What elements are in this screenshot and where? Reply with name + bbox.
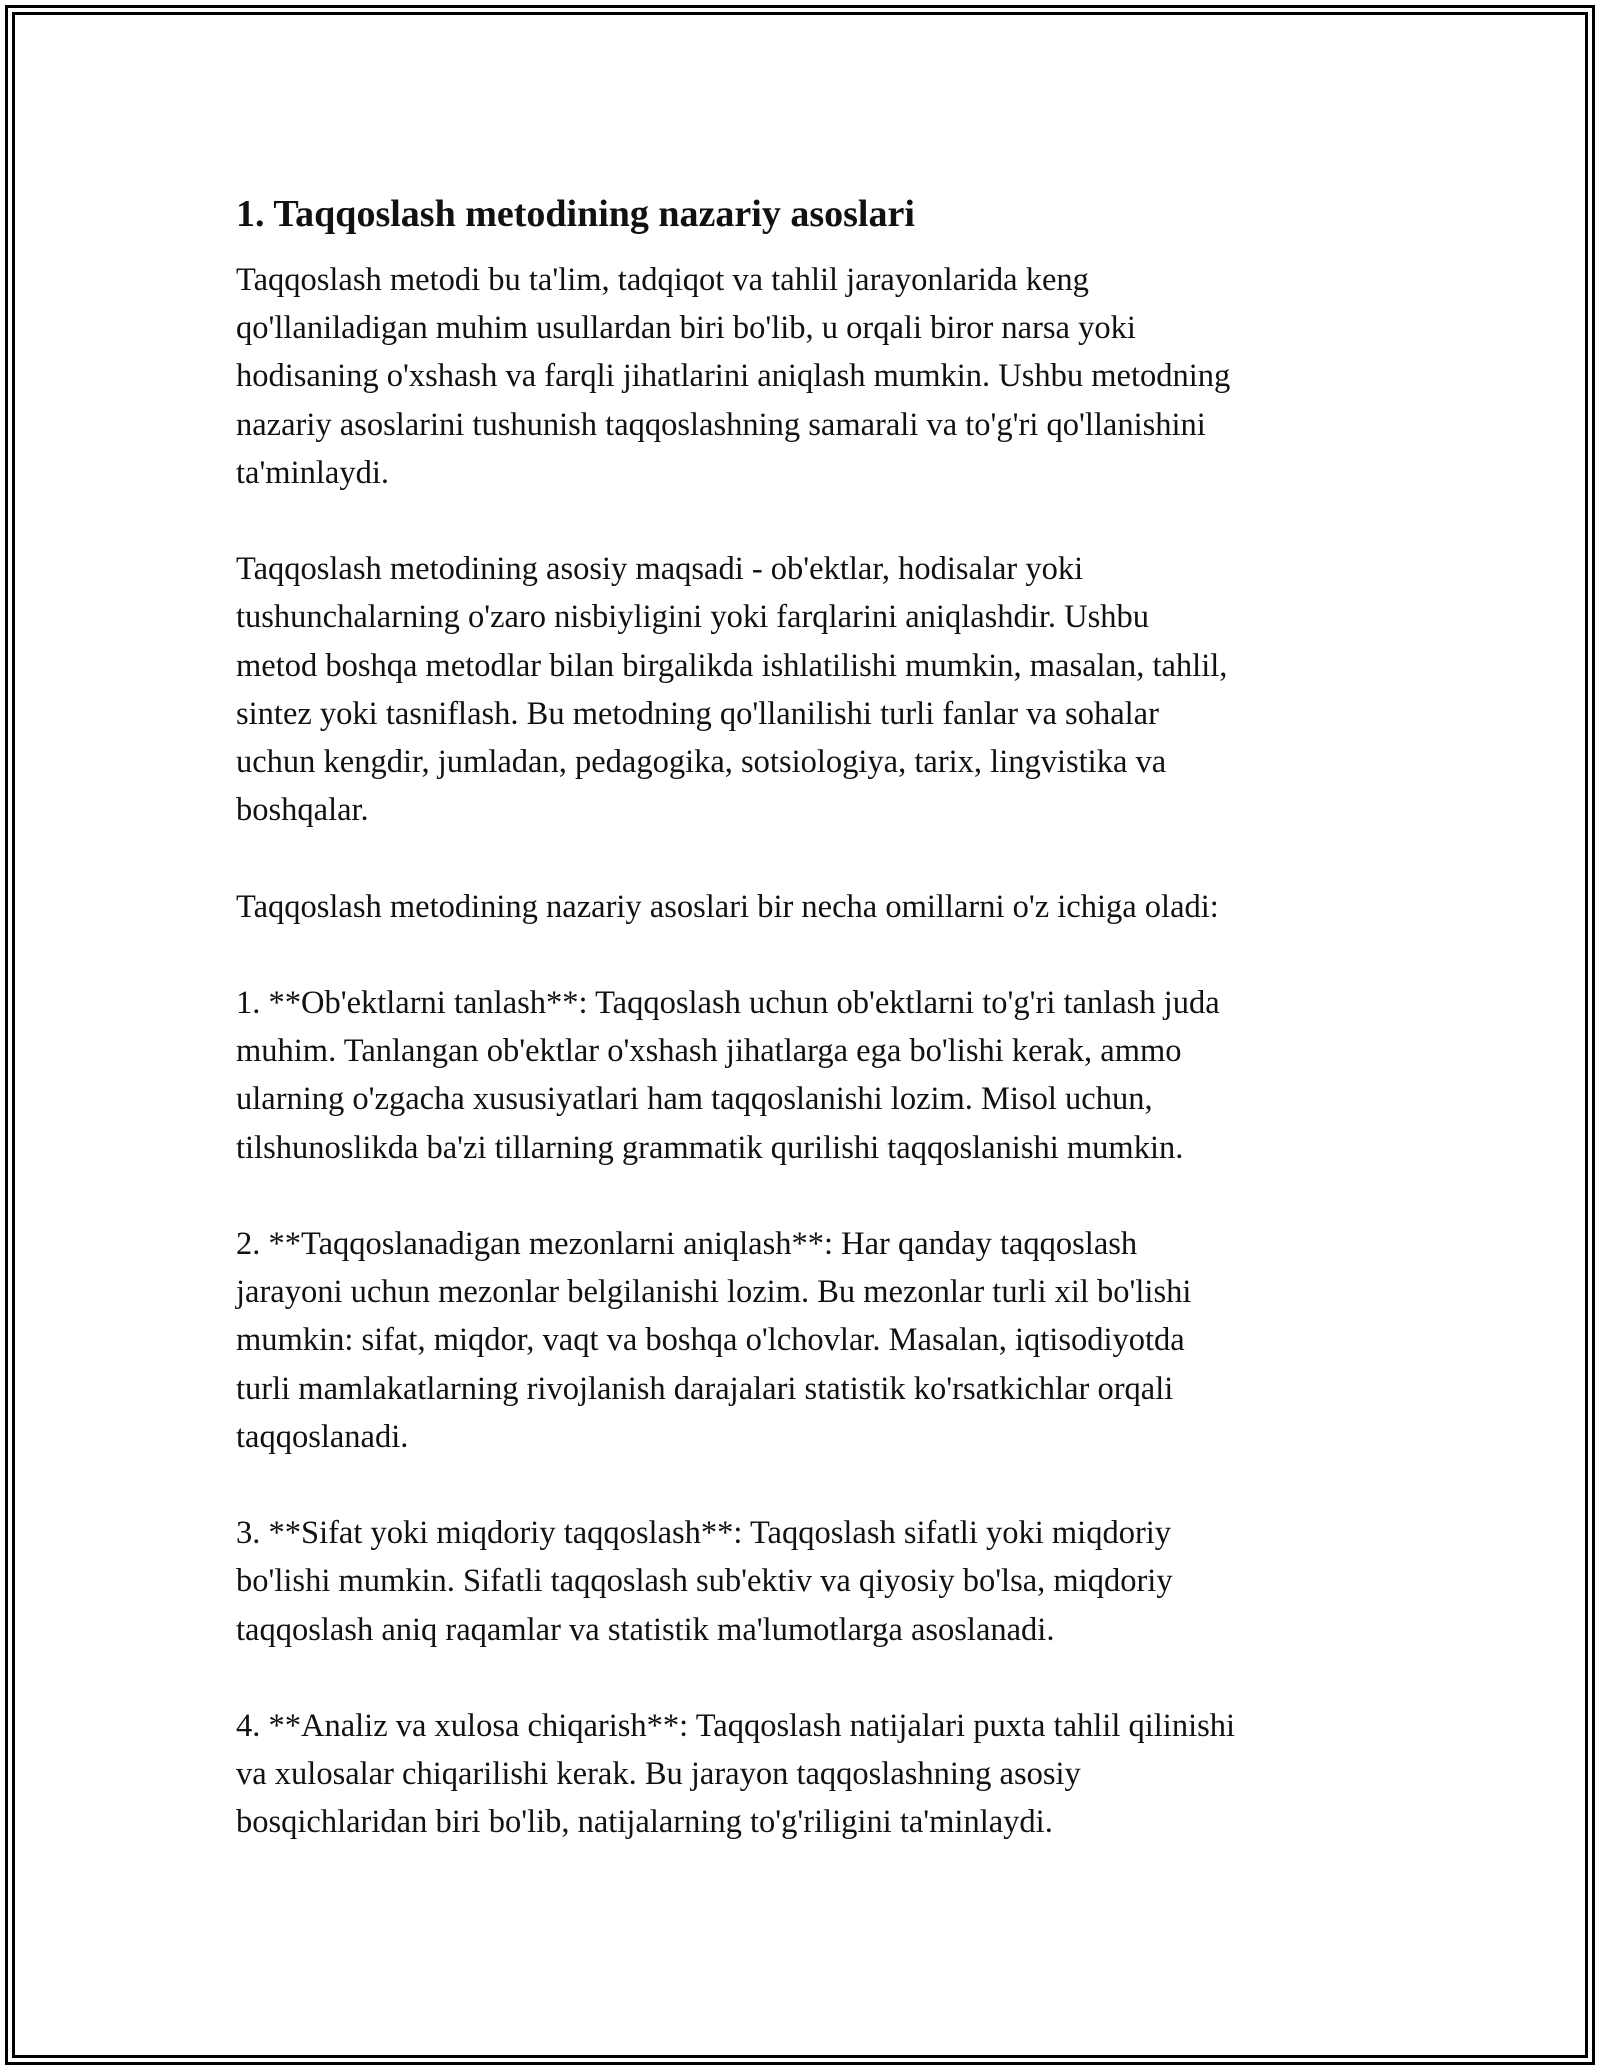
list-item-3: [236, 1509, 1376, 1654]
text-line: tilshunoslikda ba'zi tillarning grammatik qurilishi taqqoslanishi mumkin.: [236, 1129, 1184, 1166]
text-line: bosqichlaridan biri bo'lib, natijalarning to'g'riligini ta'minlaydi.: [236, 1804, 1053, 1841]
text-line: 2. **Taqqoslanadigan mezonlarni aniqlash**: Har qanday taqqoslash: [236, 1226, 1138, 1262]
text-line: 4. **Analiz va xulosa chiqarish**: Taqqoslash natijalari puxta tahlil qilinishi: [236, 1708, 1236, 1744]
text-line: hodisaning o'xshash va farqli jihatlarini aniqlash mumkin. Ushbu metodning: [236, 358, 1231, 395]
text-line: Taqqoslash metodi bu ta'lim, tadqiqot va tahlil jarayonlarida keng: [236, 262, 1089, 298]
list-item-1: [236, 979, 1376, 1172]
text-line: taqqoslanadi.: [236, 1418, 409, 1455]
list-item-2: [236, 1220, 1376, 1461]
text-line: taqqoslash aniq raqamlar va statistik ma'lumotlarga asoslanadi.: [236, 1611, 1055, 1648]
text-line: tushunchalarning o'zaro nisbiyligini yoki farqlarini aniqlashdir. Ushbu: [236, 599, 1149, 636]
text-line: sintez yoki tasniflash. Bu metodning qo'llanilishi turli fanlar va sohalar: [236, 695, 1159, 732]
text-line: ularning o'zgacha xususiyatlari ham taqqoslanishi lozim. Misol uchun,: [236, 1081, 1153, 1118]
text-line: mumkin: sifat, miqdor, vaqt va boshqa o'lchovlar. Masalan, iqtisodiyotda: [236, 1322, 1185, 1359]
text-line: Taqqoslash metodining asosiy maqsadi - ob'ektlar, hodisalar yoki: [236, 551, 1084, 588]
text-line: uchun kengdir, jumladan, pedagogika, sotsiologiya, tarix, lingvistika va: [236, 744, 1167, 781]
section-heading: 1. Taqqoslash metodining nazariy asoslari: [236, 193, 915, 235]
text-line: 1. **Ob'ektlarni tanlash**: Taqqoslash uchun ob'ektlarni to'g'ri tanlash juda: [236, 985, 1220, 1021]
paragraph-purpose: [236, 545, 1376, 834]
text-line: boshqalar.: [236, 792, 369, 829]
list-item-4: [236, 1702, 1376, 1847]
text-line: 3. **Sifat yoki miqdoriy taqqoslash**: Taqqoslash sifatli yoki miqdoriy: [236, 1515, 1172, 1552]
text-line: muhim. Tanlangan ob'ektlar o'xshash jihatlarga ega bo'lishi kerak, ammo: [236, 1033, 1182, 1070]
document-body: [236, 186, 1376, 1895]
text-line: jarayoni uchun mezonlar belgilanishi lozim. Bu mezonlar turli xil bo'lishi: [236, 1274, 1192, 1311]
paragraph-factors-intro: [236, 883, 1376, 931]
text-line: metod boshqa metodlar bilan birgalikda ishlatilishi mumkin, masalan, tahlil,: [236, 647, 1228, 684]
text-line: turli mamlakatlarning rivojlanish darajalari statistik ko'rsatkichlar orqali: [236, 1370, 1174, 1407]
text-line: va xulosalar chiqarilishi kerak. Bu jarayon taqqoslashning asosiy: [236, 1756, 1081, 1793]
text-line: qo'llaniladigan muhim usullardan biri bo'lib, u orqali biror narsa yoki: [236, 310, 1136, 347]
text-line: nazariy asoslarini tushunish taqqoslashning samarali va to'g'ri qo'llanishini: [236, 406, 1206, 443]
text-line: ta'minlaydi.: [236, 454, 389, 491]
paragraph-intro: [236, 256, 1376, 497]
text-line: bo'lishi mumkin. Sifatli taqqoslash sub'ektiv va qiyosiy bo'lsa, miqdoriy: [236, 1563, 1173, 1600]
text-line: Taqqoslash metodining nazariy asoslari bir necha omillarni o'z ichiga oladi:: [236, 888, 1219, 925]
